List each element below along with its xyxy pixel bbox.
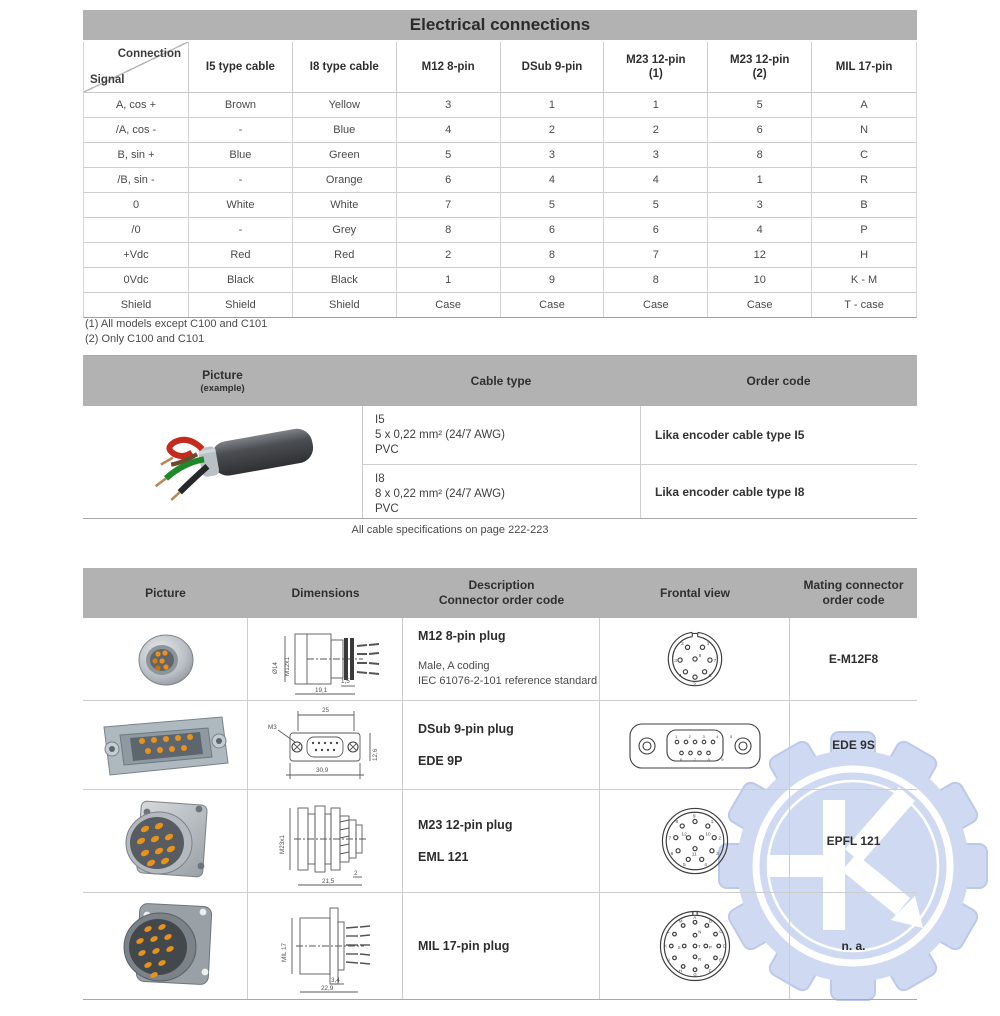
table-row-m23 bbox=[83, 790, 917, 893]
table-cell: 2 bbox=[397, 243, 501, 267]
mil-frontal-view bbox=[600, 893, 790, 999]
table-cell: 1 bbox=[708, 168, 812, 192]
table-cell: 4 bbox=[604, 168, 708, 192]
cable-type-material: PVC bbox=[375, 503, 399, 515]
mating-code-mil: n. a. bbox=[841, 939, 866, 953]
svg-text:B: B bbox=[708, 918, 712, 924]
svg-text:5: 5 bbox=[682, 862, 686, 868]
svg-text:3: 3 bbox=[673, 658, 677, 664]
corner-label-connection: Connection bbox=[117, 48, 181, 60]
cable-type-name: I5 bbox=[375, 414, 385, 426]
table-cell: Red bbox=[293, 243, 397, 267]
svg-text:1: 1 bbox=[710, 820, 713, 826]
svg-text:L: L bbox=[666, 929, 670, 935]
table-row bbox=[84, 168, 916, 193]
dsub-photo bbox=[83, 701, 248, 789]
mating-code-dsub: EDE 9S bbox=[832, 738, 875, 752]
svg-text:4: 4 bbox=[703, 862, 707, 868]
cable-type-spec: 8 x 0,22 mm² (24/7 AWG) bbox=[375, 488, 505, 500]
svg-text:MIL 17: MIL 17 bbox=[281, 942, 288, 962]
table-cell: N bbox=[860, 124, 869, 136]
m12-photo-icon bbox=[128, 627, 202, 691]
svg-text:30,9: 30,9 bbox=[316, 766, 329, 774]
table-cell: Green bbox=[293, 143, 397, 167]
mil-dimensions-drawing bbox=[248, 893, 403, 999]
table-cell: Blue bbox=[189, 143, 293, 167]
table-row bbox=[84, 268, 916, 293]
table-cell: 6 bbox=[501, 218, 605, 242]
col-header-dsub: DSub 9-pin bbox=[501, 42, 605, 92]
svg-text:7: 7 bbox=[713, 658, 716, 664]
col-header-cable-type: Cable type bbox=[470, 374, 532, 388]
svg-text:2: 2 bbox=[680, 641, 684, 647]
m23-photo-icon bbox=[113, 795, 217, 887]
cable-spec-note: All cable specifications on page 222-223 bbox=[351, 524, 549, 536]
table-cell: 4 bbox=[501, 168, 605, 192]
svg-text:6: 6 bbox=[670, 852, 673, 858]
table-cell: White bbox=[293, 193, 397, 217]
svg-text:E: E bbox=[718, 957, 722, 963]
table-cell: Shield bbox=[84, 293, 189, 317]
svg-text:7: 7 bbox=[667, 836, 671, 842]
svg-text:21,5: 21,5 bbox=[322, 877, 335, 885]
svg-text:M3: M3 bbox=[268, 723, 277, 731]
cable-type-name: I8 bbox=[375, 473, 385, 485]
table-cell: Orange bbox=[293, 168, 397, 192]
dsub-dimensions-drawing bbox=[248, 701, 403, 789]
m23-dimensions-drawing bbox=[248, 790, 403, 892]
footnotes bbox=[85, 317, 267, 347]
col-header-picture: Picture bbox=[145, 585, 186, 600]
connector-details bbox=[418, 659, 597, 689]
col-header-order-code: Order code bbox=[746, 374, 811, 388]
svg-text:5: 5 bbox=[692, 680, 696, 686]
table-cell: Case bbox=[397, 293, 501, 317]
m12-dimensions-drawing bbox=[248, 618, 403, 700]
svg-text:1,5: 1,5 bbox=[341, 678, 350, 685]
svg-text:3: 3 bbox=[715, 852, 719, 858]
table-cell: 7 bbox=[604, 243, 708, 267]
svg-text:6 7 8 9: 6 7 8 9 bbox=[679, 757, 729, 762]
table-cell: H bbox=[860, 249, 869, 261]
mil-photo bbox=[83, 893, 248, 999]
table-cell: +Vdc bbox=[84, 243, 189, 267]
connector-title: DSub 9-pin plug bbox=[418, 722, 514, 736]
table-cell: 0 bbox=[84, 193, 189, 217]
col-header-frontal-view: Frontal view bbox=[659, 585, 730, 600]
table-cell: /0 bbox=[84, 218, 189, 242]
table-cell: B, sin + bbox=[84, 143, 189, 167]
svg-text:1: 1 bbox=[706, 641, 709, 647]
connector-table bbox=[83, 568, 917, 1000]
dsub-photo-icon bbox=[90, 705, 240, 785]
mil-frontal-view-icon bbox=[654, 905, 736, 987]
m12-photo bbox=[83, 618, 248, 700]
m12-frontal-view bbox=[600, 618, 790, 700]
table-cell: Shield bbox=[293, 293, 397, 317]
m23-frontal-view-icon bbox=[657, 803, 733, 879]
table-cell: Case bbox=[604, 293, 708, 317]
page-title: Electrical connections bbox=[83, 10, 917, 40]
svg-text:G: G bbox=[692, 972, 697, 978]
mating-code-m12: E-M12F8 bbox=[828, 652, 879, 666]
table-cell: P bbox=[860, 224, 868, 236]
svg-text:C: C bbox=[718, 929, 722, 935]
table-cell: 8 bbox=[397, 218, 501, 242]
connector-detail-line: IEC 61076-2-101 reference standard bbox=[418, 675, 598, 687]
col-header-i8: I8 type cable bbox=[293, 42, 397, 92]
table-cell: 3 bbox=[708, 193, 812, 217]
table-row-mil bbox=[83, 893, 917, 999]
cable-photo-icon bbox=[128, 414, 318, 510]
col-header-mil: MIL 17-pin bbox=[835, 61, 893, 73]
connections-table-body bbox=[83, 93, 917, 318]
table-cell: Brown bbox=[189, 93, 293, 117]
table-cell: B bbox=[860, 199, 868, 211]
table-row-dsub bbox=[83, 701, 917, 790]
m12-dimensions-icon bbox=[255, 620, 395, 698]
m12-description bbox=[403, 618, 600, 700]
svg-text:S: S bbox=[677, 945, 681, 951]
table-cell: A bbox=[860, 99, 868, 111]
connector-order-code: EDE 9P bbox=[418, 754, 463, 768]
table-cell: Black bbox=[189, 268, 293, 292]
corner-header-cell bbox=[84, 42, 189, 92]
table-row bbox=[84, 193, 916, 218]
m23-frontal-view bbox=[600, 790, 790, 892]
table-row-m12 bbox=[83, 618, 917, 701]
svg-text:4: 4 bbox=[678, 673, 682, 679]
table-row bbox=[84, 293, 916, 317]
table-cell: 5 bbox=[708, 93, 812, 117]
mating-code-m23: EPFL 121 bbox=[826, 834, 881, 848]
cable-type-table bbox=[83, 355, 917, 519]
svg-text:9: 9 bbox=[692, 814, 695, 820]
col-header-m23-2: M23 12-pin (2) bbox=[708, 42, 812, 92]
table-cell: 2 bbox=[501, 118, 605, 142]
table-cell: Black bbox=[293, 268, 397, 292]
col-header-m12: M12 8-pin bbox=[397, 42, 501, 92]
table-cell: Yellow bbox=[293, 93, 397, 117]
table-cell: 2 bbox=[604, 118, 708, 142]
m23-dimensions-icon bbox=[260, 794, 390, 889]
svg-text:D: D bbox=[722, 943, 726, 949]
table-cell: 5 bbox=[604, 193, 708, 217]
connector-order-code: EML 121 bbox=[418, 850, 469, 864]
svg-text:F: F bbox=[708, 968, 712, 974]
table-row bbox=[84, 218, 916, 243]
svg-text:1 2 3 4 5: 1 2 3 4 5 bbox=[674, 734, 737, 739]
table-cell: /B, sin - bbox=[84, 168, 189, 192]
table-cell: Red bbox=[189, 243, 293, 267]
table-cell: 0Vdc bbox=[84, 268, 189, 292]
table-cell: 4 bbox=[397, 118, 501, 142]
svg-text:2: 2 bbox=[354, 869, 358, 877]
svg-text:12,6: 12,6 bbox=[372, 748, 379, 761]
table-cell: White bbox=[189, 193, 293, 217]
footnote-2: (2) Only C100 and C101 bbox=[85, 333, 205, 345]
col-header-m23-1: M23 12-pin (1) bbox=[604, 42, 708, 92]
table-cell: K - M bbox=[850, 274, 878, 286]
table-cell: 5 bbox=[501, 193, 605, 217]
table-cell: Shield bbox=[189, 293, 293, 317]
col-header-mating: Mating connector order code bbox=[803, 578, 904, 607]
table-cell: 6 bbox=[397, 168, 501, 192]
table-cell: 12 bbox=[708, 243, 812, 267]
electrical-connections-table bbox=[83, 10, 917, 318]
svg-text:2: 2 bbox=[717, 836, 721, 842]
col-header-dimensions: Dimensions bbox=[291, 585, 360, 600]
dsub-frontal-view-icon bbox=[620, 714, 770, 776]
svg-text:22,9: 22,9 bbox=[321, 985, 334, 992]
table-cell: Blue bbox=[293, 118, 397, 142]
dsub-description bbox=[403, 701, 600, 789]
mil-dimensions-icon bbox=[260, 896, 390, 996]
col-header-i5: I5 type cable bbox=[189, 42, 293, 92]
table-cell: 7 bbox=[397, 193, 501, 217]
table-cell: 1 bbox=[501, 93, 605, 117]
svg-text:8: 8 bbox=[698, 652, 701, 658]
table-cell: 8 bbox=[501, 243, 605, 267]
svg-text:12: 12 bbox=[680, 832, 687, 838]
svg-text:J: J bbox=[666, 957, 670, 963]
svg-text:25: 25 bbox=[322, 706, 330, 714]
table-cell: 8 bbox=[604, 268, 708, 292]
svg-text:19,1: 19,1 bbox=[315, 687, 328, 694]
connector-title: MIL 17-pin plug bbox=[418, 939, 510, 953]
table-row bbox=[84, 93, 916, 118]
table-cell: 8 bbox=[708, 143, 812, 167]
connector-table-header bbox=[83, 568, 917, 618]
m12-frontal-view-icon bbox=[663, 627, 727, 691]
footnote-1: (1) All models except C100 and C101 bbox=[85, 318, 268, 330]
svg-text:M: M bbox=[678, 918, 682, 924]
connector-title: M12 8-pin plug bbox=[418, 629, 506, 643]
table-cell: 9 bbox=[501, 268, 605, 292]
order-code-i8-cell: Lika encoder cable type I8 bbox=[640, 465, 917, 518]
cable-type-material: PVC bbox=[375, 444, 399, 456]
table-cell: /A, cos - bbox=[84, 118, 189, 142]
table-cell: 6 bbox=[708, 118, 812, 142]
table-row bbox=[84, 143, 916, 168]
table-row bbox=[84, 118, 916, 143]
table-cell: 1 bbox=[397, 268, 501, 292]
svg-text:M12x1: M12x1 bbox=[284, 657, 291, 676]
svg-text:A: A bbox=[692, 915, 696, 921]
table-cell: 10 bbox=[708, 268, 812, 292]
table-cell: - bbox=[189, 168, 293, 192]
table-cell: C bbox=[860, 149, 869, 161]
svg-text:8: 8 bbox=[674, 820, 678, 826]
table-cell: Grey bbox=[293, 218, 397, 242]
mil-photo-icon bbox=[110, 897, 220, 995]
svg-text:R: R bbox=[697, 957, 701, 963]
dsub-frontal-view bbox=[600, 701, 790, 789]
cable-type-spec: 5 x 0,22 mm² (24/7 AWG) bbox=[375, 429, 505, 441]
dsub-dimensions-icon bbox=[250, 703, 400, 788]
svg-text:6: 6 bbox=[708, 673, 711, 679]
table-cell: Case bbox=[708, 293, 812, 317]
cable-type-i8-cell bbox=[362, 465, 640, 518]
table-cell: 1 bbox=[604, 93, 708, 117]
table-cell: - bbox=[189, 218, 293, 242]
table-cell: 3 bbox=[501, 143, 605, 167]
corner-label-signal: Signal bbox=[90, 74, 125, 86]
col-header-picture: Picture (example) bbox=[200, 368, 245, 394]
svg-text:11: 11 bbox=[691, 852, 697, 858]
cable-table-header bbox=[83, 355, 917, 406]
cable-photo bbox=[83, 406, 362, 518]
svg-text:H: H bbox=[678, 968, 682, 974]
svg-text:N: N bbox=[697, 929, 701, 935]
table-cell: 4 bbox=[708, 218, 812, 242]
mil-description bbox=[403, 893, 600, 999]
table-cell: 5 bbox=[397, 143, 501, 167]
table-cell: - bbox=[189, 118, 293, 142]
cable-type-i5-cell bbox=[362, 406, 640, 465]
svg-text:K: K bbox=[663, 943, 667, 949]
connector-detail-line: Male, A coding bbox=[418, 660, 490, 672]
connections-header-row bbox=[83, 42, 917, 93]
svg-text:T: T bbox=[697, 944, 701, 950]
svg-text:M23x1: M23x1 bbox=[279, 834, 286, 854]
table-cell: T - case bbox=[844, 299, 884, 311]
m23-photo bbox=[83, 790, 248, 892]
table-cell: 6 bbox=[604, 218, 708, 242]
col-header-description: Description Connector order code bbox=[438, 578, 565, 607]
connector-title: M23 12-pin plug bbox=[418, 818, 513, 832]
cable-table-body bbox=[83, 406, 917, 519]
table-cell: R bbox=[860, 174, 869, 186]
m23-description bbox=[403, 790, 600, 892]
table-cell: A, cos + bbox=[84, 93, 189, 117]
table-row bbox=[84, 243, 916, 268]
table-cell: Case bbox=[501, 293, 605, 317]
svg-text:Ø14: Ø14 bbox=[272, 662, 279, 674]
svg-text:3,4: 3,4 bbox=[331, 977, 340, 984]
table-cell: 3 bbox=[397, 93, 501, 117]
connector-table-body bbox=[83, 618, 917, 1000]
table-cell: 3 bbox=[604, 143, 708, 167]
order-code-i5-cell: Lika encoder cable type I5 bbox=[640, 406, 917, 465]
svg-text:P: P bbox=[708, 945, 712, 951]
svg-text:10: 10 bbox=[704, 832, 711, 838]
